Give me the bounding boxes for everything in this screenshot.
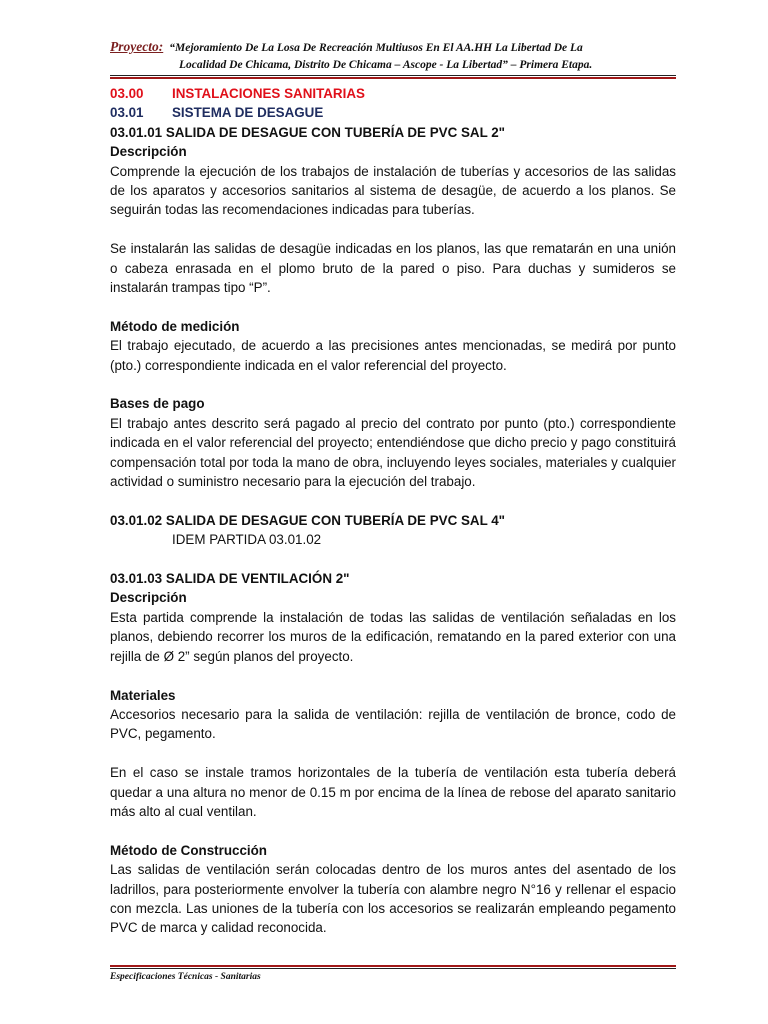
section-title: SISTEMA DE DESAGUE	[172, 105, 324, 121]
payment-paragraph: El trabajo antes descrito será pagado al precio del contrato por punto (pto.) correspondiente indicada en el valor referencial del proyecto; entendiéndose que dicho precio y pago constituirá compensación total por toda la mano de obra, incluyendo leyes sociales, materiales y cualquier actividad o suministro necesario para la ejecución del trabajo.	[110, 415, 676, 490]
materials-paragraph: En el caso se instale tramos horizontales de la tubería de ventilación esta tubería deberá quedar a una altura no menor de 0.15 m por encima de la línea de rebose del aparato sanitario más alto al cual ventilan.	[110, 765, 676, 819]
section-heading-03-00	[110, 84, 676, 103]
spacer	[110, 220, 676, 239]
item-title-03-01-01: 03.01.01 SALIDA DE DESAGUE CON TUBERÍA DE PVC SAL 2"	[110, 124, 506, 140]
idem-reference: IDEM PARTIDA 03.01.02	[172, 532, 322, 548]
footer-rule-thin	[110, 968, 676, 969]
spacer	[110, 666, 676, 685]
spacer	[110, 375, 676, 394]
page-header	[110, 38, 676, 74]
section-number: 03.00	[110, 86, 144, 101]
footer-rule-thick	[110, 965, 676, 967]
header-rule-thick	[110, 77, 676, 79]
header-rule-thin	[110, 75, 676, 76]
measurement-heading: Método de medición	[110, 318, 240, 334]
description-paragraph: Comprende la ejecución de los trabajos de instalación de tuberías y accesorios de las salidas de los aparatos y accesorios sanitarios al sistema de desagüe, de acuerdo a los planos. Se seguirán todas las recomendaciones indicadas para tuberías.	[110, 163, 676, 218]
item-title-03-01-02: 03.01.02 SALIDA DE DESAGUE CON TUBERÍA DE PVC SAL 4"	[110, 512, 506, 528]
item-title-03-01-03: 03.01.03 SALIDA DE VENTILACIÓN 2"	[110, 571, 350, 587]
spacer	[110, 744, 676, 763]
header-line-1	[110, 38, 676, 57]
materials-paragraph: Accesorios necesario para la salida de ventilación: rejilla de ventilación de bronce, codo de PVC, pegamento.	[110, 706, 676, 742]
construction-heading: Método de Construcción	[110, 842, 267, 858]
description-heading: Descripción	[110, 590, 187, 606]
description-paragraph: Esta partida comprende la instalación de todas las salidas de ventilación señaladas en los planos, debiendo recorrer los muros de la edificación, rematando en la pared exterior con una rejilla de Ø 2” según planos del proyecto.	[110, 609, 676, 664]
payment-heading: Bases de pago	[110, 396, 205, 412]
measurement-paragraph: El trabajo ejecutado, de acuerdo a las precisiones antes mencionadas, se medirá por punto (pto.) correspondiente indicada en el valor referencial del proyecto.	[110, 338, 676, 373]
description-paragraph: Se instalarán las salidas de desagüe indicadas en los planos, las que rematarán en una unión o cabeza enrasada en el plomo bruto de la pared o piso. Para duchas y sumideros se instalarán trampas tipo “P”.	[110, 241, 676, 296]
spacer	[110, 297, 676, 316]
project-label: Proyecto:	[110, 39, 164, 54]
project-title-line-1: “Mejoramiento De La Losa De Recreación Multiusos En El AA.HH La Libertad De La	[169, 42, 583, 54]
section-title: INSTALACIONES SANITARIAS	[172, 86, 365, 101]
spacer	[110, 821, 676, 840]
section-heading-03-01	[110, 103, 676, 122]
description-heading: Descripción	[110, 144, 187, 160]
section-number: 03.01	[110, 105, 144, 121]
construction-paragraph: Las salidas de ventilación serán colocadas dentro de los muros antes del asentado de los ladrillos, para posteriormente envolver la tubería con alambre negro N°16 y rellenar el espacio con mezcla. Las uniones de la tubería con los accesorios se realizarán empleando pegamento PVC de marca y calidad reconocida.	[110, 862, 676, 936]
spacer	[110, 491, 676, 510]
spacer	[110, 550, 676, 569]
document-body	[110, 84, 676, 938]
project-title-line-2: Localidad De Chicama, Distrito De Chicama – Ascope - La Libertad” – Primera Etapa.	[179, 59, 593, 71]
page-footer: Especificaciones Técnicas - Sanitarias	[110, 972, 261, 982]
materials-heading: Materiales	[110, 687, 176, 703]
